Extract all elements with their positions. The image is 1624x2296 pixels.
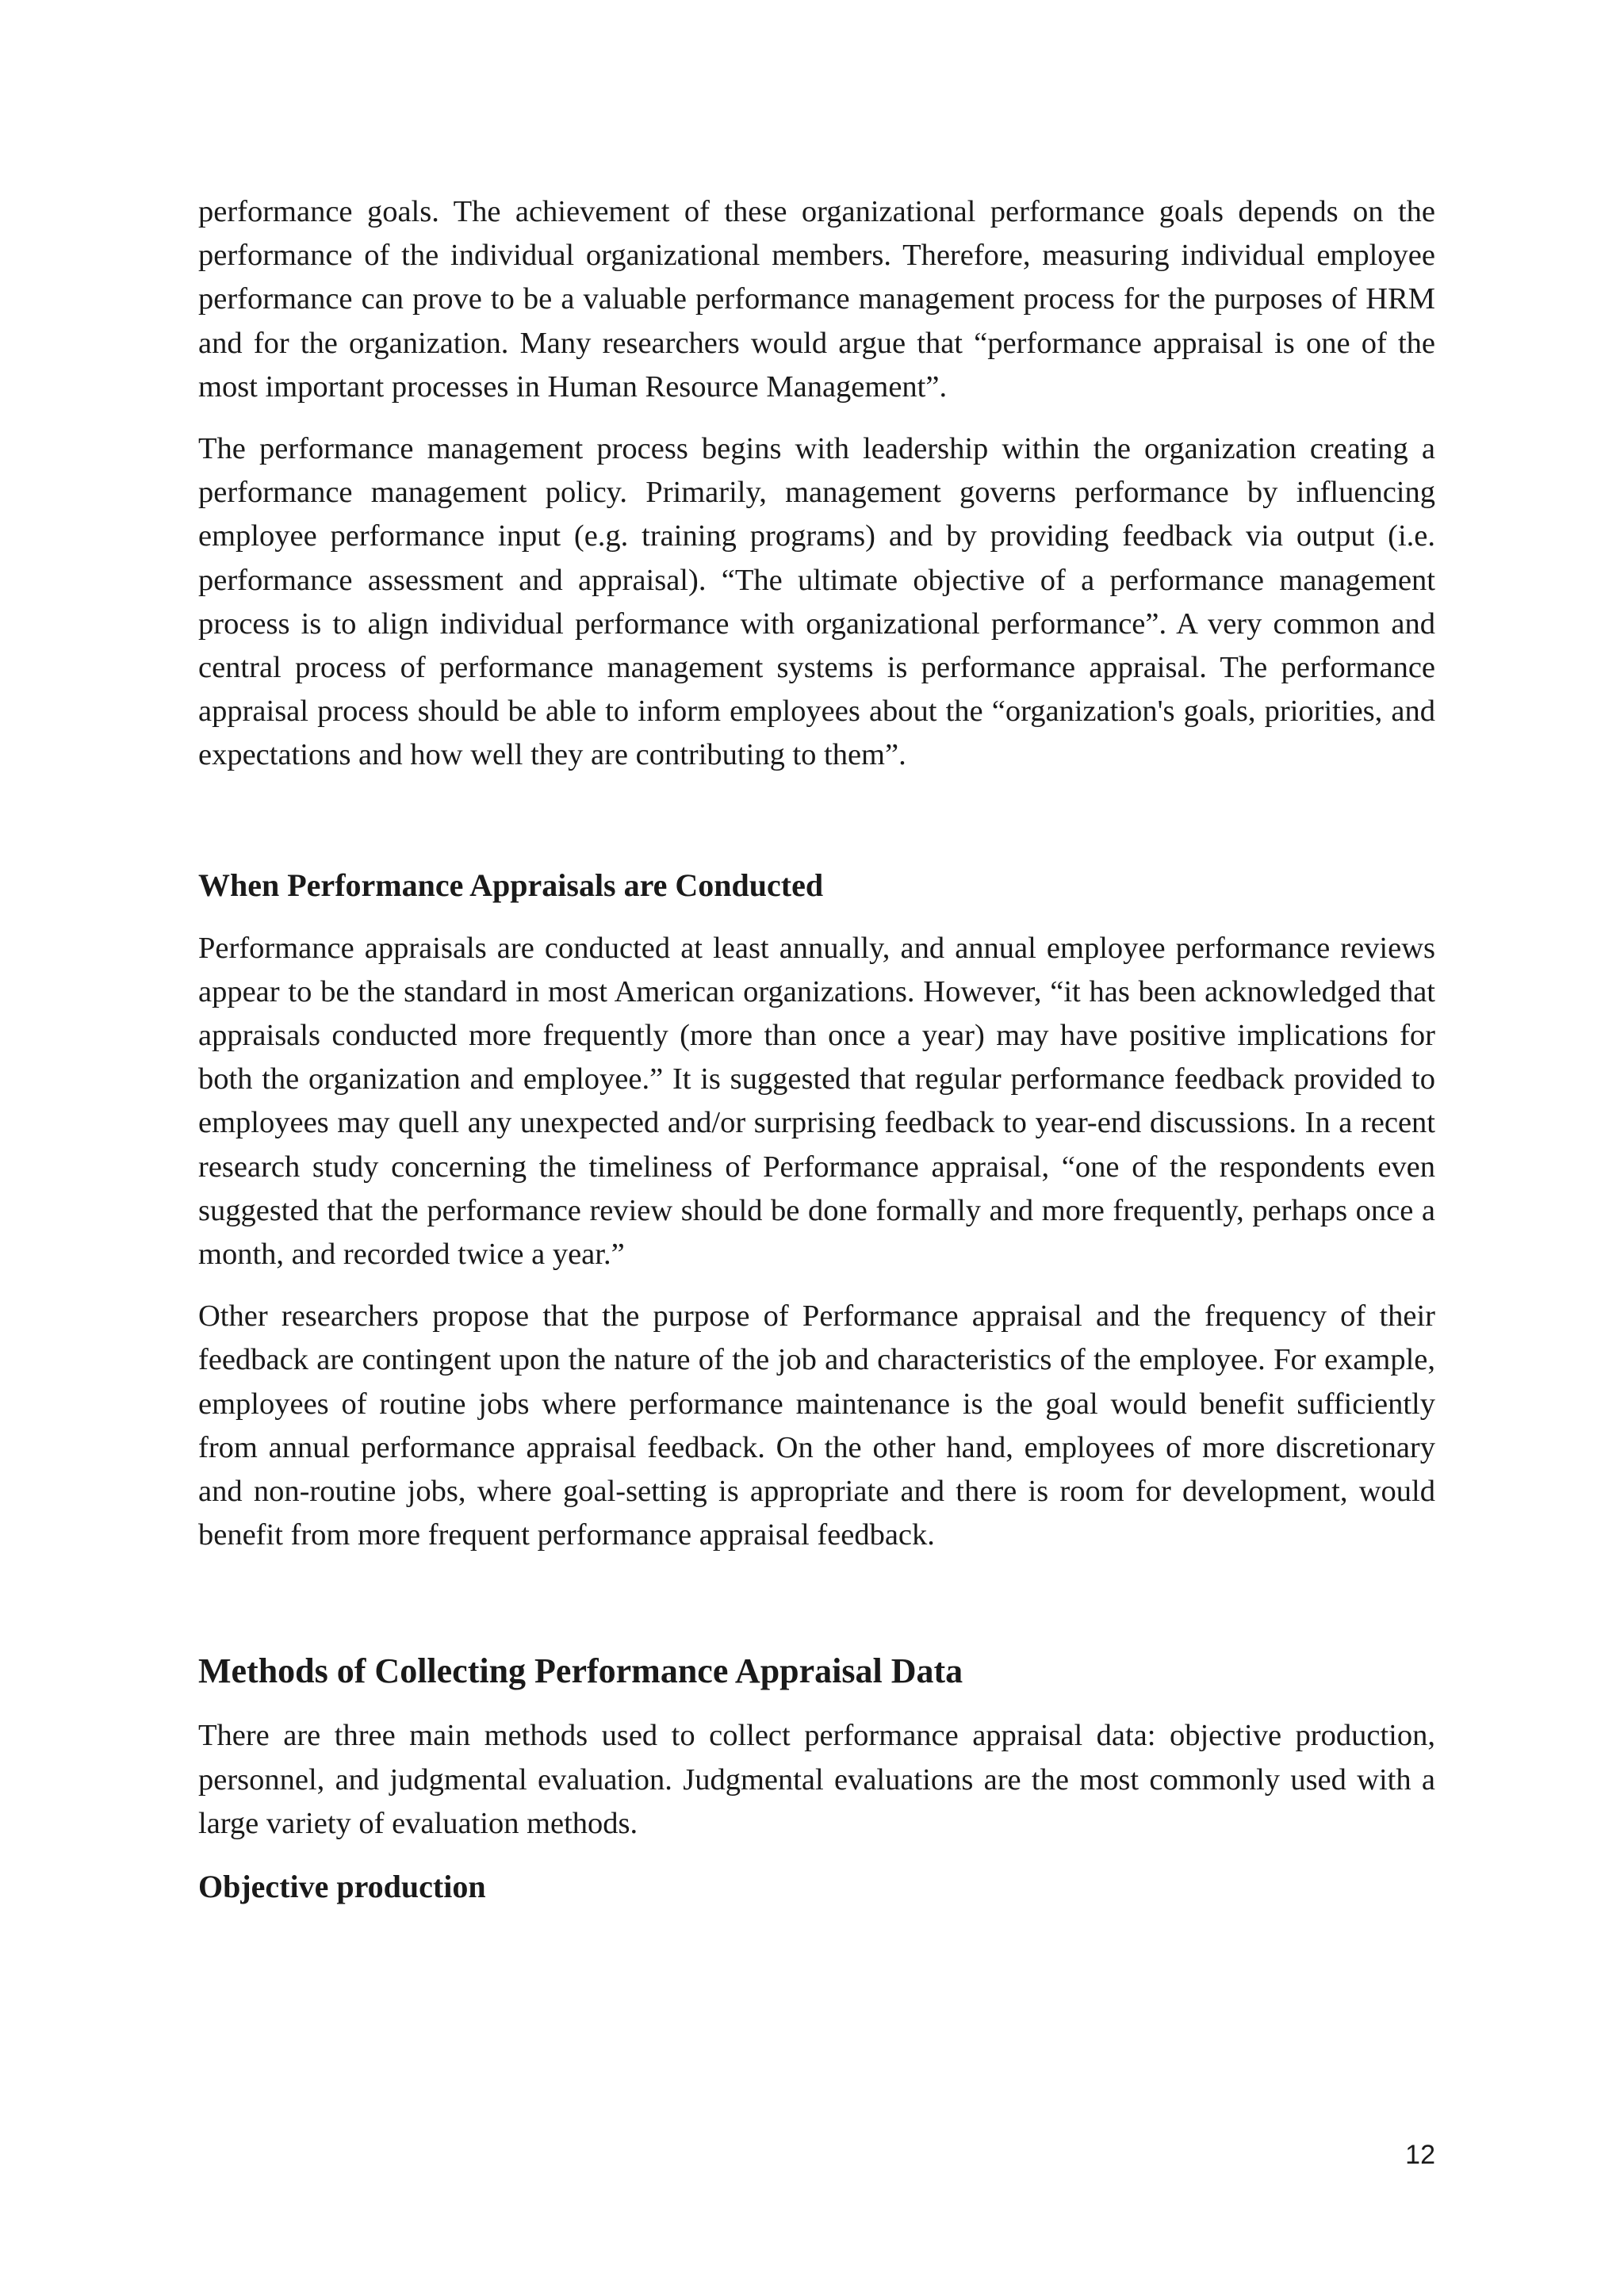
section-heading-when-conducted: When Performance Appraisals are Conducted <box>198 867 824 903</box>
body-paragraph: performance goals. The achievement of these organizational performance goals depends on the performance of the individual organizational members. Therefore, measuring individual employee performance can prove to be a valuable performance management process for the purposes of HRM and for the organization. Many researchers would argue that “performance appraisal is one of the most important processes in Human Resource Management”. <box>198 195 1435 404</box>
body-paragraph: There are three main methods used to collect performance appraisal data: objective production, personnel, and judgmental evaluation. Judgmental evaluations are the most commonly used with a large variety of evaluation methods. <box>198 1719 1435 1840</box>
body-paragraph: Other researchers propose that the purpose of Performance appraisal and the frequency of their feedback are contingent upon the nature of the job and characteristics of the employee. For example, employees of routine jobs where performance maintenance is the goal would benefit sufficiently from annual performance appraisal feedback. On the other hand, employees of more discretionary and non-routine jobs, where goal-setting is appropriate and there is room for development, would benefit from more frequent performance appraisal feedback. <box>198 1299 1435 1552</box>
subsection-heading-objective-production: Objective production <box>198 1869 486 1905</box>
body-paragraph: Performance appraisals are conducted at least annually, and annual employee performance reviews appear to be the standard in most American organizations. However, “it has been acknowledged that appraisals conducted more frequently (more than once a year) may have positive implications for both the organization and employee.” It is suggested that regular performance feedback provided to employees may quell any unexpected and/or surprising feedback to year-end discussions. In a recent research study concerning the timeliness of Performance appraisal, “one of the respondents even suggested that the performance review should be done formally and more frequently, perhaps once a month, and recorded twice a year.” <box>198 931 1435 1272</box>
body-paragraph: The performance management process begins with leadership within the organization creating a performance management policy. Primarily, management governs performance by influencing employee performance input (e.g. training programs) and by providing feedback via output (i.e. performance assessment and appraisal). “The ultimate objective of a performance management process is to align individual performance with organizational performance”. A very common and central process of performance management systems is performance appraisal. The performance appraisal process should be able to inform employees about the “organization's goals, priorities, and expectations and how well they are contributing to them”. <box>198 432 1435 772</box>
document-page <box>198 190 1435 1908</box>
section-heading-methods: Methods of Collecting Performance Appraisal Data <box>198 1651 963 1691</box>
page-number: 12 <box>1405 2140 1435 2170</box>
